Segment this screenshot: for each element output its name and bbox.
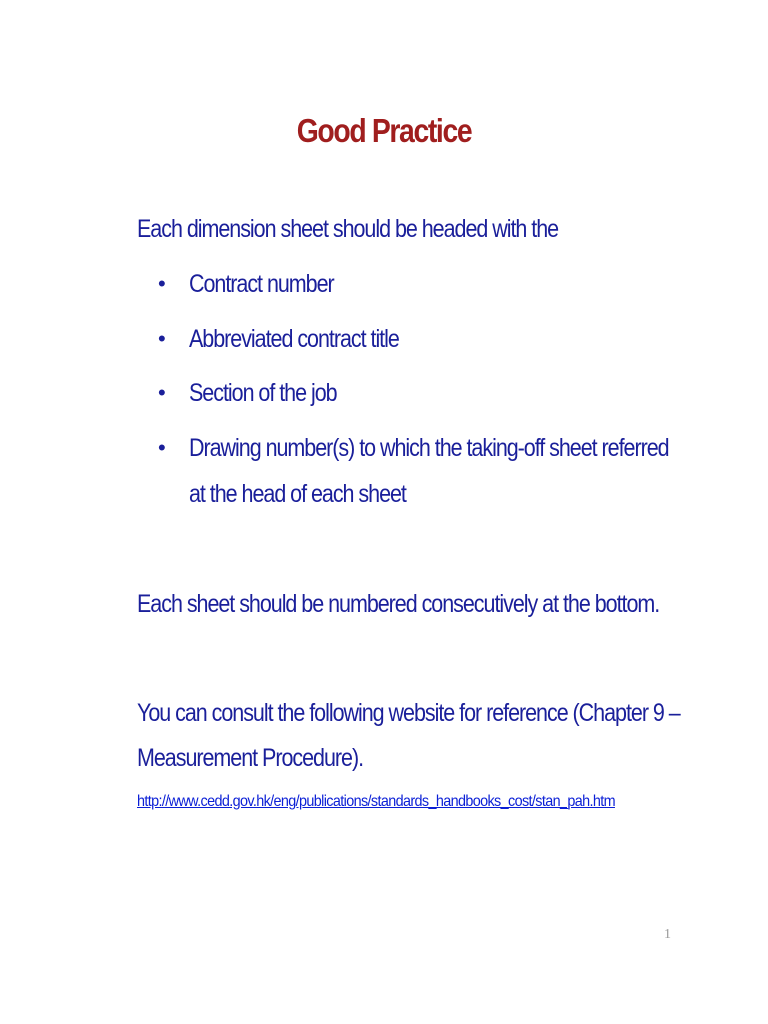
- numbering-note: Each sheet should be numbered consecutively at the bottom.: [137, 590, 660, 618]
- bullet-icon: •: [158, 380, 166, 405]
- consult-text-line-1: You can consult the following website for reference (Chapter 9 –: [137, 699, 680, 727]
- bullet-text: Section of the job: [189, 379, 337, 407]
- bullet-icon: •: [158, 271, 166, 296]
- bullet-text: Abbreviated contract title: [189, 325, 399, 353]
- page-number: 1: [664, 927, 671, 942]
- reference-link[interactable]: http://www.cedd.gov.hk/eng/publications/standards_handbooks_cost/stan_pah.htm: [137, 793, 615, 810]
- intro-text: Each dimension sheet should be headed with the: [137, 215, 559, 243]
- bullet-text: Drawing number(s) to which the taking-off sheet referred: [189, 434, 669, 462]
- bullet-icon: •: [158, 435, 166, 460]
- bullet-text: Contract number: [189, 270, 334, 298]
- slide-title: Good Practice: [296, 112, 472, 149]
- consult-text-line-2: Measurement Procedure).: [137, 744, 364, 772]
- bullet-continuation-text: at the head of each sheet: [189, 480, 406, 508]
- bullet-icon: •: [158, 326, 166, 351]
